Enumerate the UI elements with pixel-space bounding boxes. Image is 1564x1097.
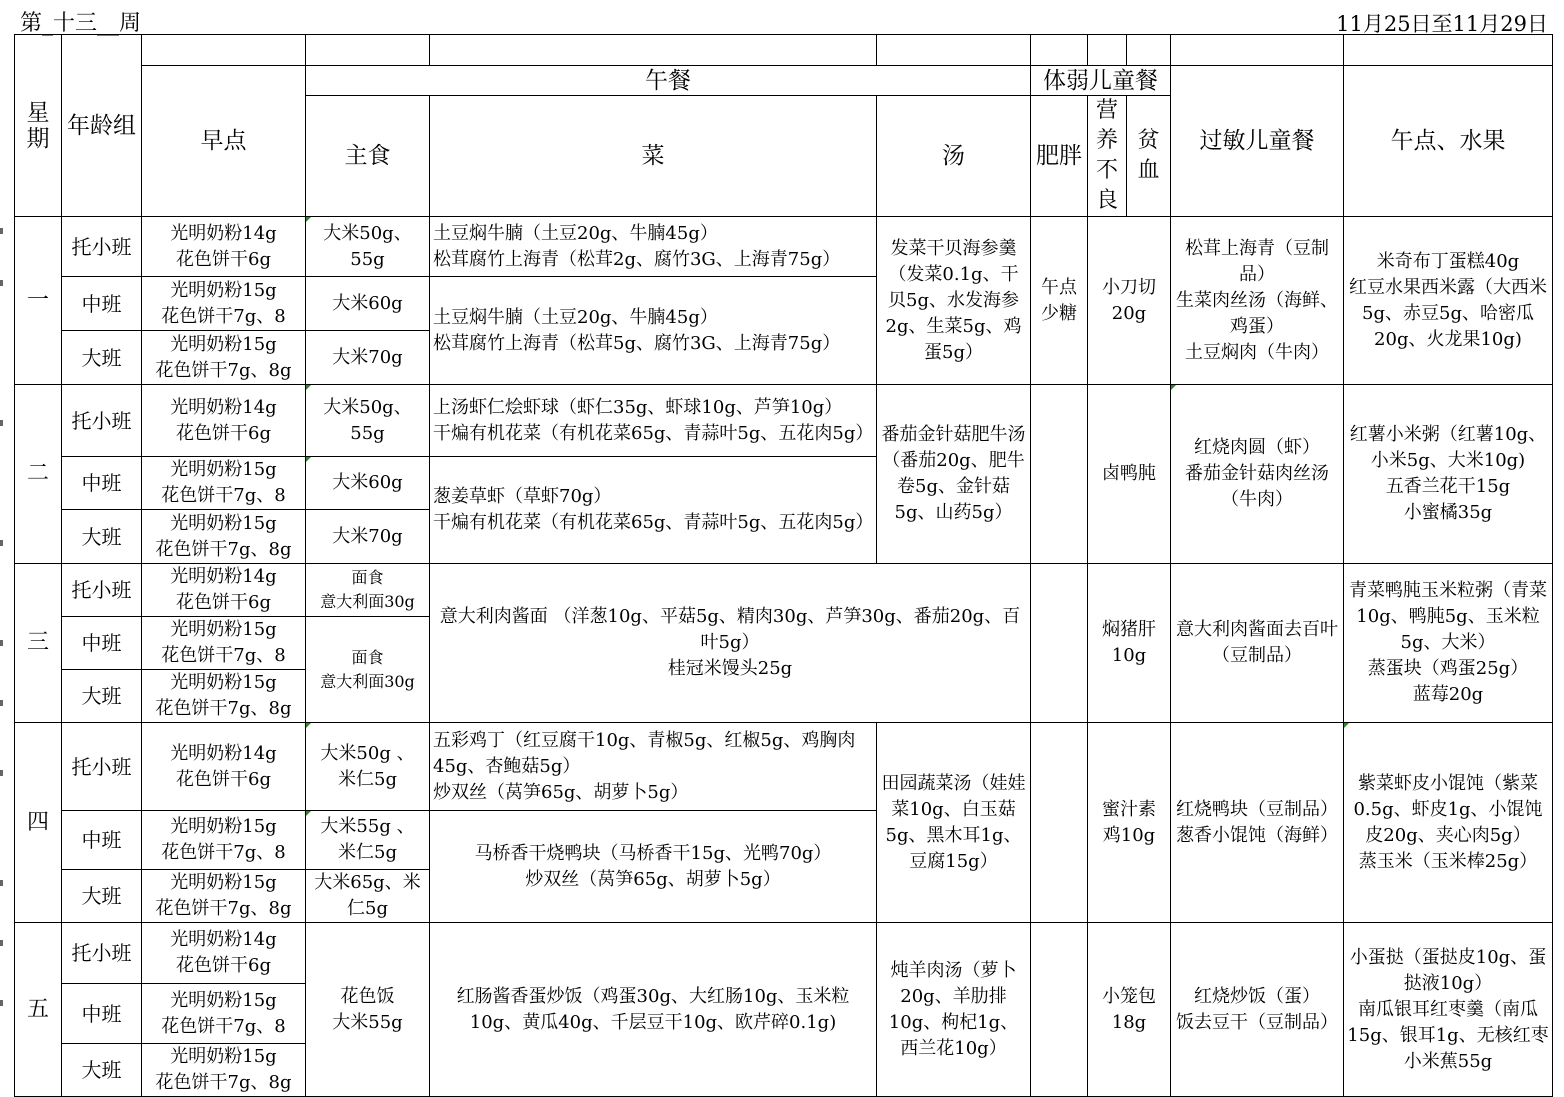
obese-cell[interactable] [1031,385,1088,564]
snack-cell[interactable]: 红薯小米粥（红薯10g、小米5g、大米10g) 五香兰花干15g 小蜜橘35g [1344,385,1553,564]
weekday-cell[interactable]: 二 [15,385,62,564]
soup-cell[interactable]: 田园蔬菜汤（娃娃菜10g、白玉菇5g、黑木耳1g、豆腐15g） [877,723,1031,923]
weekday-header[interactable]: 星 期 [15,35,62,217]
soup-cell[interactable]: 番茄金针菇肥牛汤（番茄20g、肥牛卷5g、金针菇5g、山药5g） [877,385,1031,564]
breakfast-cell[interactable]: 光明奶粉15g 花色饼干7g、8g [142,870,306,923]
soup-cell[interactable]: 发菜干贝海参羹（发菜0.1g、干贝5g、水发海参2g、生菜5g、鸡蛋5g） [877,217,1031,385]
snack-cell[interactable]: 米奇布丁蛋糕40g 红豆水果西米露（大西米5g、赤豆5g、哈密瓜20g、火龙果10g) [1344,217,1553,385]
group-cell[interactable]: 大班 [62,510,142,564]
allergy-header[interactable]: 过敏儿童餐 [1171,66,1344,217]
breakfast-header[interactable]: 早点 [142,66,306,217]
weekday-cell[interactable]: 四 [15,723,62,923]
staple-cell[interactable]: 花色饭 大米55g [306,923,430,1097]
dish-header[interactable]: 菜 [430,96,877,217]
breakfast-cell[interactable]: 光明奶粉14g 花色饼干6g [142,923,306,984]
staple-header[interactable]: 主食 [306,96,430,217]
snack-cell[interactable]: 小蛋挞（蛋挞皮10g、蛋挞液10g） 南瓜银耳红枣羹（南瓜15g、银耳1g、无核红枣 小米蕉55g [1344,923,1553,1097]
staple-cell[interactable]: 大米50g、 55g [306,385,430,457]
breakfast-cell[interactable]: 光明奶粉15g 花色饼干7g、8 [142,984,306,1044]
staple-cell[interactable]: 大米50g、 55g [306,217,430,277]
breakfast-cell[interactable]: 光明奶粉14g 花色饼干6g [142,385,306,457]
group-cell[interactable]: 中班 [62,457,142,510]
allergy-cell[interactable]: 松茸上海青（豆制品） 生菜肉丝汤（海鲜、鸡蛋） 土豆焖肉（牛肉） [1171,217,1344,385]
obese-cell[interactable] [1031,564,1088,723]
group-cell[interactable]: 中班 [62,984,142,1044]
breakfast-cell[interactable]: 光明奶粉15g 花色饼干7g、8 [142,457,306,510]
group-cell[interactable]: 大班 [62,331,142,385]
group-cell[interactable]: 托小班 [62,723,142,811]
allergy-cell[interactable]: 红烧肉圆（虾） 番茄金针菇肉丝汤（牛肉） [1171,385,1344,564]
menu-table [14,34,1553,1097]
sheet-header-bar [0,0,1564,36]
table-row [15,723,1553,811]
group-cell[interactable]: 托小班 [62,564,142,617]
cell-blank[interactable] [1171,35,1344,66]
weak-child-header[interactable]: 体弱儿童餐 [1031,66,1171,96]
anemia-header[interactable]: 贫 血 [1127,96,1171,217]
staple-cell[interactable]: 大米70g [306,331,430,385]
malnourished-header[interactable]: 营 养 不 良 [1088,96,1127,217]
dish-cell[interactable]: 土豆焖牛腩（土豆20g、牛腩45g） 松茸腐竹上海青（松茸2g、腐竹3G、上海青75g） [430,217,877,277]
dish-cell[interactable]: 马桥香干烧鸭块（马桥香干15g、光鸭70g） 炒双丝（莴笋65g、胡萝卜5g） [430,811,877,923]
snack-header[interactable]: 午点、水果 [1344,66,1553,217]
dish-cell[interactable]: 葱姜草虾（草虾70g） 干煸有机花菜（有机花菜65g、青蒜叶5g、五花肉5g） [430,457,877,564]
allergy-cell[interactable]: 红烧炒饭（蛋） 饭去豆干（豆制品） [1171,923,1344,1097]
staple-cell[interactable]: 大米55g 、 米仁5g [306,811,430,870]
dish-cell[interactable]: 上汤虾仁烩虾球（虾仁35g、虾球10g、芦笋10g） 干煸有机花菜（有机花菜65g、青蒜叶5g、五花肉5g） [430,385,877,457]
allergy-cell[interactable]: 意大利肉酱面去百叶（豆制品） [1171,564,1344,723]
weekday-cell[interactable]: 五 [15,923,62,1097]
table-row [15,217,1553,277]
group-cell[interactable]: 大班 [62,870,142,923]
table-row [15,385,1553,457]
cell-blank[interactable] [1088,35,1127,66]
group-cell[interactable]: 中班 [62,617,142,670]
weak-child-cell[interactable]: 蜜汁素 鸡10g [1088,723,1171,923]
cell-blank[interactable] [1031,35,1088,66]
snack-cell[interactable]: 青菜鸭肫玉米粒粥（青菜10g、鸭肫5g、玉米粒5g、大米） 蒸蛋块（鸡蛋25g） 蓝莓20g [1344,564,1553,723]
breakfast-cell[interactable]: 光明奶粉15g 花色饼干7g、8g [142,670,306,723]
weak-child-cell[interactable]: 焖猪肝 10g [1088,564,1171,723]
cell-blank[interactable] [430,35,877,66]
table-row [15,564,1553,617]
cell-blank[interactable] [877,35,1031,66]
cell-blank[interactable] [306,35,430,66]
weak-child-cell[interactable]: 小笼包 18g [1088,923,1171,1097]
staple-cell[interactable]: 面食 意大利面30g [306,564,430,617]
obese-header[interactable]: 肥胖 [1031,96,1088,217]
breakfast-cell[interactable]: 光明奶粉15g 花色饼干7g、8g [142,1044,306,1097]
breakfast-cell[interactable]: 光明奶粉14g 花色饼干6g [142,564,306,617]
cell-blank[interactable] [142,35,306,66]
group-cell[interactable]: 托小班 [62,217,142,277]
breakfast-cell[interactable]: 光明奶粉15g 花色饼干7g、8 [142,277,306,331]
blank-header-row [15,35,1553,66]
snack-cell[interactable]: 紫菜虾皮小馄饨（紫菜0.5g、虾皮1g、小馄饨皮20g、夹心肉5g） 蒸玉米（玉米棒25g） [1344,723,1553,923]
age-group-header[interactable]: 年龄组 [62,35,142,217]
table-row [15,923,1553,984]
weak-child-cell[interactable]: 卤鸭肫 [1088,385,1171,564]
breakfast-cell[interactable]: 光明奶粉14g 花色饼干6g [142,217,306,277]
obese-cell[interactable] [1031,923,1088,1097]
group-cell[interactable]: 大班 [62,670,142,723]
cell-blank[interactable] [1344,35,1553,66]
breakfast-cell[interactable]: 光明奶粉14g 花色饼干6g [142,723,306,811]
weak-child-cell[interactable]: 小刀切 20g [1088,217,1171,385]
lunch-header[interactable]: 午餐 [306,66,1031,96]
staple-cell[interactable]: 大米50g 、 米仁5g [306,723,430,811]
obese-cell[interactable]: 午点 少糖 [1031,217,1088,385]
dish-cell[interactable]: 红肠酱香蛋炒饭（鸡蛋30g、大红肠10g、玉米粒10g、黄瓜40g、千层豆干10g、欧芹碎0.1g) [430,923,877,1097]
staple-cell[interactable]: 大米65g、米 仁5g [306,870,430,923]
obese-cell[interactable] [1031,723,1088,923]
soup-cell[interactable]: 炖羊肉汤（萝卜20g、羊肋排10g、枸杞1g、西兰花10g） [877,923,1031,1097]
dish-cell[interactable]: 意大利肉酱面 （洋葱10g、平菇5g、精肉30g、芦笋30g、番茄20g、百叶5g） 桂冠米馒头25g [430,564,1031,723]
week-label: 第_十三__周 [20,11,142,36]
date-range: 11月25日至11月29日 [1336,12,1548,36]
staple-cell[interactable]: 大米60g [306,277,430,331]
group-cell[interactable]: 托小班 [62,385,142,457]
dish-cell[interactable]: 土豆焖牛腩（土豆20g、牛腩45g） 松茸腐竹上海青（松茸5g、腐竹3G、上海青75g） [430,277,877,385]
allergy-cell[interactable]: 红烧鸭块（豆制品） 葱香小馄饨（海鲜） [1171,723,1344,923]
group-cell[interactable]: 中班 [62,277,142,331]
group-cell[interactable]: 托小班 [62,923,142,984]
breakfast-cell[interactable]: 光明奶粉15g 花色饼干7g、8 [142,811,306,870]
staple-cell[interactable]: 面食 意大利面30g [306,617,430,723]
group-cell[interactable]: 大班 [62,1044,142,1097]
staple-cell[interactable]: 大米60g [306,457,430,510]
dish-cell[interactable]: 五彩鸡丁（红豆腐干10g、青椒5g、红椒5g、鸡胸肉45g、杏鲍菇5g） 炒双丝（莴笋65g、胡萝卜5g） [430,723,877,811]
breakfast-cell[interactable]: 光明奶粉15g 花色饼干7g、8g [142,510,306,564]
row-gutter [0,0,14,1089]
breakfast-cell[interactable]: 光明奶粉15g 花色饼干7g、8g [142,331,306,385]
group-cell[interactable]: 中班 [62,811,142,870]
breakfast-cell[interactable]: 光明奶粉15g 花色饼干7g、8 [142,617,306,670]
weekday-cell[interactable]: 一 [15,217,62,385]
soup-header[interactable]: 汤 [877,96,1031,217]
staple-cell[interactable]: 大米70g [306,510,430,564]
cell-blank[interactable] [1127,35,1171,66]
weekday-cell[interactable]: 三 [15,564,62,723]
